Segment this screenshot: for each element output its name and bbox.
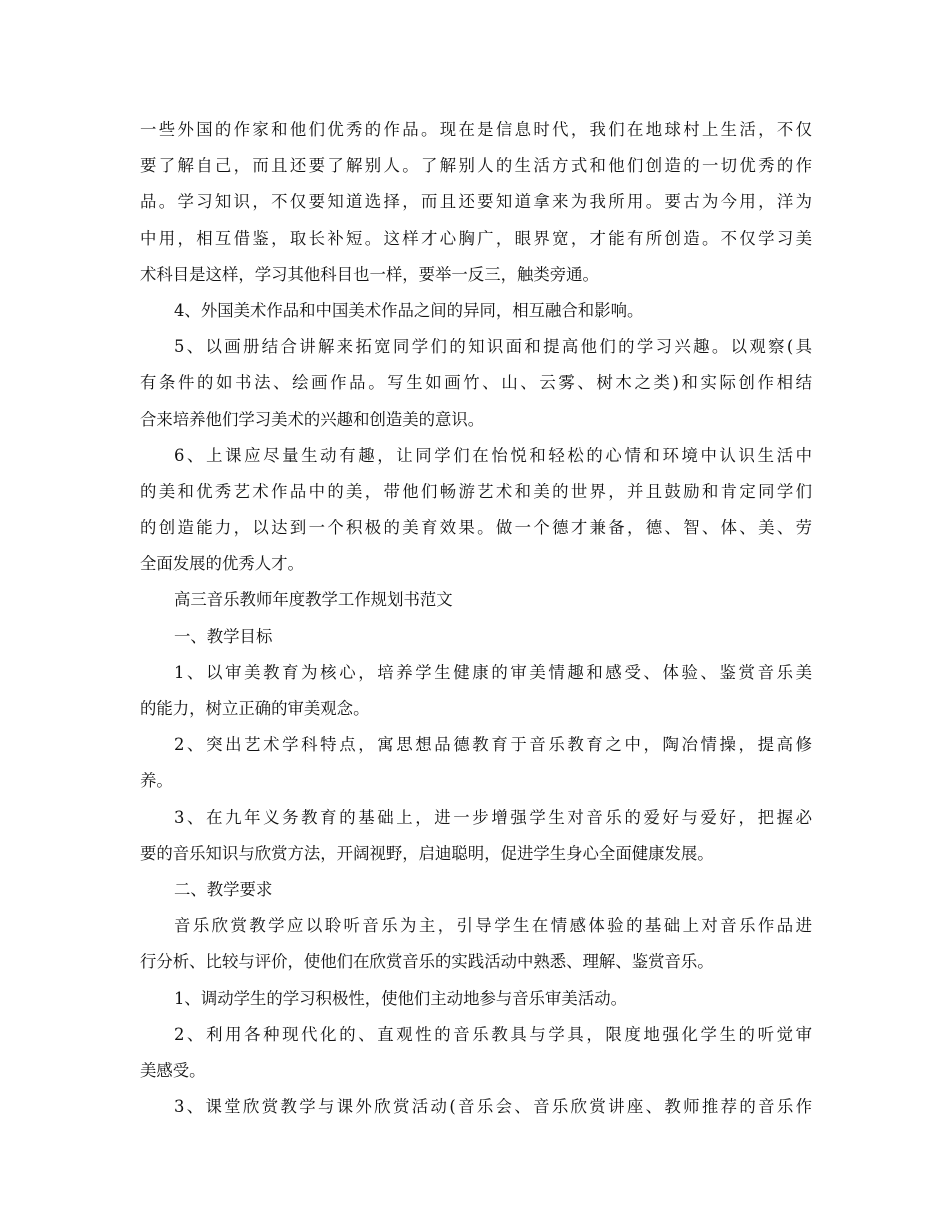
- text-line: 要的音乐知识与欣赏方法，开阔视野，启迪聪明，促进学生身心全面健康发展。: [140, 843, 714, 863]
- text-line: 2、突出艺术学科特点，寓思想品德教育于音乐教育之中，陶冶情操，提高修: [174, 735, 812, 755]
- text-line: 合来培养他们学习美术的兴趣和创造美的意识。: [140, 409, 485, 429]
- text-line: 要了解自己，而且还要了解别人。了解别人的生活方式和他们创造的一切优秀的作: [140, 156, 812, 176]
- text-line: 高三音乐教师年度教学工作规划书范文: [174, 590, 453, 610]
- text-line: 品。学习知识，不仅要知道选择，而且还要知道拿来为我所用。要古为今用，洋为: [140, 192, 812, 212]
- text-line: 美感受。: [140, 1060, 206, 1080]
- text-line: 1、以审美教育为核心，培养学生健康的审美情趣和感受、体验、鉴赏音乐美: [174, 662, 812, 682]
- text-line: 6、上课应尽量生动有趣，让同学们在怡悦和轻松的心情和环境中认识生活中: [174, 445, 812, 465]
- text-line: 术科目是这样，学习其他科目也一样，要举一反三，触类旁通。: [140, 264, 599, 284]
- document-body: [140, 112, 812, 1125]
- text-line: 1、调动学生的学习积极性，使他们主动地参与音乐审美活动。: [174, 988, 627, 1008]
- text-line: 3、课堂欣赏教学与课外欣赏活动(音乐会、音乐欣赏讲座、教师推荐的音乐作: [174, 1097, 812, 1117]
- text-line: 2、利用各种现代化的、直观性的音乐教具与学具，限度地强化学生的听觉审: [174, 1024, 812, 1044]
- text-line: 5、以画册结合讲解来拓宽同学们的知识面和提高他们的学习兴趣。以观察(具: [174, 337, 812, 357]
- text-line: 一些外国的作家和他们优秀的作品。现在是信息时代，我们在地球村上生活，不仅: [140, 120, 812, 139]
- text-line: 全面发展的优秀人才。: [140, 554, 304, 574]
- text-line: 4、外国美术作品和中国美术作品之间的异同，相互融合和影响。: [174, 300, 644, 320]
- text-line: 有条件的如书法、绘画作品。写生如画竹、山、云雾、树木之类)和实际创作相结: [140, 373, 812, 393]
- text-line: 养。: [140, 771, 173, 791]
- text-line: 的创造能力，以达到一个积极的美育效果。做一个德才兼备，德、智、体、美、劳: [140, 518, 812, 538]
- text-line: 音乐欣赏教学应以聆听音乐为主，引导学生在情感体验的基础上对音乐作品进: [174, 916, 812, 936]
- text-line: 的能力，树立正确的审美观念。: [140, 699, 370, 718]
- text-line: 3、在九年义务教育的基础上，进一步增强学生对音乐的爱好与爱好，把握必: [174, 807, 812, 827]
- text-line: 中用，相互借鉴，取长补短。这样才心胸广，眼界宽，才能有所创造。不仅学习美: [140, 228, 812, 248]
- text-line: 一、教学目标: [174, 626, 273, 646]
- text-line: 行分析、比较与评价，使他们在欣赏音乐的实践活动中熟悉、理解、鉴赏音乐。: [140, 952, 714, 972]
- text-line: 二、教学要求: [174, 879, 273, 899]
- text-line: 的美和优秀艺术作品中的美，带他们畅游艺术和美的世界，并且鼓励和肯定同学们: [140, 481, 812, 501]
